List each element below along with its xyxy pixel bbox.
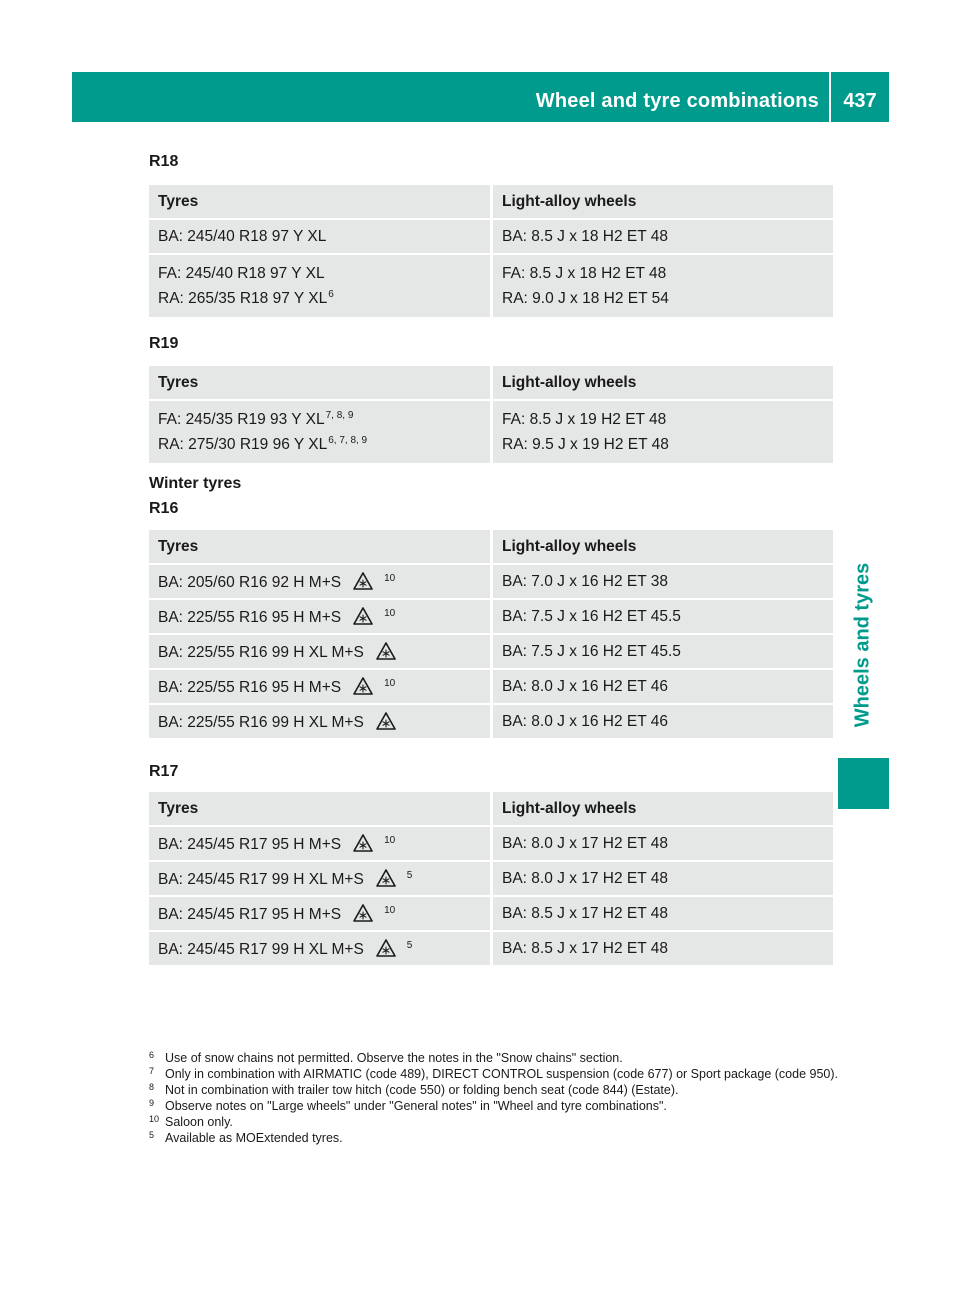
header-title: Wheel and tyre combinations (535, 90, 819, 112)
section-heading-r18: R18 (149, 153, 179, 170)
wheel-cell (493, 401, 833, 463)
footnote-ref: 10 (384, 677, 396, 689)
wheel-text: BA: 7.5 J x 16 H2 ET 45.5 (502, 642, 681, 660)
footnote-text: Saloon only. (165, 1115, 233, 1129)
footnote-ref: 10 (384, 607, 396, 619)
tyre-cell (149, 255, 493, 317)
table-row (149, 670, 833, 703)
col-header-wheels: Light-alloy wheels (493, 530, 833, 563)
tyre-text (158, 407, 481, 432)
snowflake-mountain-icon (353, 607, 373, 625)
col-header-tyres: Tyres (149, 366, 493, 399)
footnote-ref: 10 (384, 572, 396, 584)
table-row (149, 255, 833, 317)
wheel-text-ra: RA: 9.5 J x 19 H2 ET 48 (502, 436, 669, 453)
tyre-cell (149, 600, 493, 633)
tyre-text: BA: 245/40 R18 97 Y XL (158, 227, 327, 245)
footnote-ref: 6, 7, 8, 9 (328, 435, 368, 446)
tyre-text (158, 432, 481, 457)
tyre-text: BA: 225/55 R16 99 H XL M+S (158, 643, 364, 661)
table-header-row (149, 366, 833, 399)
wheel-text: BA: 8.5 J x 18 H2 ET 48 (502, 227, 668, 245)
footnote (149, 1114, 839, 1130)
footnote-number: 7 (149, 1066, 155, 1076)
footnote (149, 1066, 839, 1082)
wheel-cell (493, 705, 833, 738)
section-heading-r16: R16 (149, 500, 179, 517)
header-bar (72, 72, 889, 122)
wheel-cell (493, 635, 833, 668)
snowflake-mountain-icon (353, 904, 373, 922)
snowflake-mountain-icon (353, 834, 373, 852)
footnote-number: 9 (149, 1098, 155, 1108)
footnote-ref: 10 (384, 834, 396, 846)
tyre-cell (149, 705, 493, 738)
tyre-cell (149, 932, 493, 965)
tyre-cell (149, 897, 493, 930)
tyre-cell (149, 401, 493, 463)
footnote-ref: 6 (328, 289, 334, 300)
table-r19 (149, 364, 833, 465)
col-header-wheels: Light-alloy wheels (493, 792, 833, 825)
tyre-text-ra: RA: 275/30 R19 96 Y XL (158, 436, 328, 453)
footnote-number: 5 (149, 1130, 155, 1140)
tyre-cell (149, 635, 493, 668)
table-header-row (149, 185, 833, 218)
table-r16 (149, 528, 833, 740)
tyre-cell (149, 565, 493, 598)
table-row (149, 705, 833, 738)
wheel-cell (493, 565, 833, 598)
tyre-cell (149, 862, 493, 895)
table-row (149, 600, 833, 633)
footnote-number: 10 (149, 1114, 160, 1124)
footnote-text: Observe notes on "Large wheels" under "General notes" in "Wheel and tyre combinations". (165, 1099, 667, 1113)
tyre-text: BA: 225/55 R16 95 H M+S (158, 678, 342, 696)
footnote-text: Only in combination with AIRMATIC (code 489), DIRECT CONTROL suspension (code 677) or Sport package (code 950). (165, 1067, 838, 1081)
footnote (149, 1098, 839, 1114)
table-row (149, 635, 833, 668)
wheel-text: BA: 7.0 J x 16 H2 ET 38 (502, 572, 668, 590)
footnote (149, 1082, 839, 1098)
footnote-ref: 7, 8, 9 (325, 410, 354, 421)
tyre-text: BA: 245/45 R17 99 H XL M+S (158, 940, 364, 958)
col-header-tyres: Tyres (149, 185, 493, 218)
wheel-cell (493, 862, 833, 895)
side-tab-label: Wheels and tyres (851, 562, 874, 728)
wheel-text: BA: 8.5 J x 17 H2 ET 48 (502, 939, 668, 957)
table-row (149, 565, 833, 598)
footnote-ref: 5 (406, 939, 413, 951)
wheel-text: BA: 8.0 J x 16 H2 ET 46 (502, 712, 668, 730)
section-heading-winter: Winter tyres (149, 475, 242, 492)
tyre-text-ra: RA: 265/35 R18 97 Y XL (158, 290, 328, 307)
table-row (149, 932, 833, 965)
snowflake-mountain-icon (376, 939, 396, 957)
wheel-text-ra: RA: 9.0 J x 18 H2 ET 54 (502, 290, 669, 307)
table-row (149, 827, 833, 860)
snowflake-mountain-icon (376, 642, 396, 660)
footnote-ref: 5 (406, 869, 413, 881)
wheel-text: BA: 8.0 J x 17 H2 ET 48 (502, 869, 668, 887)
tyre-cell (149, 220, 493, 253)
tyre-text (158, 286, 481, 311)
table-r18 (149, 183, 833, 319)
wheel-cell (493, 827, 833, 860)
wheel-text: BA: 8.0 J x 16 H2 ET 46 (502, 677, 668, 695)
wheel-text: BA: 7.5 J x 16 H2 ET 45.5 (502, 607, 681, 625)
footnote-number: 6 (149, 1050, 155, 1060)
snowflake-mountain-icon (353, 677, 373, 695)
tyre-text-fa: FA: 245/40 R18 97 Y XL (158, 265, 325, 282)
wheel-cell (493, 670, 833, 703)
tyre-text: BA: 225/55 R16 99 H XL M+S (158, 713, 364, 731)
table-row (149, 401, 833, 463)
col-header-wheels: Light-alloy wheels (493, 185, 833, 218)
tyre-text: BA: 245/45 R17 95 H M+S (158, 835, 342, 853)
col-header-wheels: Light-alloy wheels (493, 366, 833, 399)
footnote-text: Available as MOExtended tyres. (165, 1131, 343, 1145)
footnote (149, 1130, 839, 1146)
wheel-text-fa: FA: 8.5 J x 18 H2 ET 48 (502, 265, 667, 282)
tyre-text (158, 261, 481, 286)
tyre-text: BA: 245/45 R17 99 H XL M+S (158, 870, 364, 888)
wheel-cell (493, 255, 833, 317)
snowflake-mountain-icon (376, 869, 396, 887)
footnote-text: Not in combination with trailer tow hitch (code 550) or folding bench seat (code 844) (Estate). (165, 1083, 679, 1097)
table-row (149, 862, 833, 895)
tyre-cell (149, 670, 493, 703)
wheel-cell (493, 897, 833, 930)
snowflake-mountain-icon (353, 572, 373, 590)
footnote (149, 1050, 839, 1066)
table-row (149, 897, 833, 930)
tyre-text: BA: 245/45 R17 95 H M+S (158, 905, 342, 923)
table-header-row (149, 530, 833, 563)
col-header-tyres: Tyres (149, 530, 493, 563)
header-divider (829, 72, 831, 122)
table-row (149, 220, 833, 253)
tyre-text: BA: 205/60 R16 92 H M+S (158, 573, 342, 591)
wheel-cell (493, 600, 833, 633)
snowflake-mountain-icon (376, 712, 396, 730)
col-header-tyres: Tyres (149, 792, 493, 825)
section-heading-r17: R17 (149, 763, 179, 780)
wheel-text: BA: 8.5 J x 17 H2 ET 48 (502, 904, 668, 922)
page-number: 437 (843, 90, 877, 112)
wheel-cell (493, 932, 833, 965)
tyre-text-fa: FA: 245/35 R19 93 Y XL (158, 411, 325, 428)
footnote-text: Use of snow chains not permitted. Observe the notes in the "Snow chains" section. (165, 1051, 623, 1065)
wheel-text-fa: FA: 8.5 J x 19 H2 ET 48 (502, 411, 667, 428)
tyre-cell (149, 827, 493, 860)
table-header-row (149, 792, 833, 825)
wheel-cell (493, 220, 833, 253)
table-r17 (149, 790, 833, 967)
footnote-number: 8 (149, 1082, 155, 1092)
side-tab (838, 540, 889, 750)
section-heading-r19: R19 (149, 335, 179, 352)
tyre-text: BA: 225/55 R16 95 H M+S (158, 608, 342, 626)
footnotes (149, 1050, 839, 1146)
wheel-text: BA: 8.0 J x 17 H2 ET 48 (502, 834, 668, 852)
side-tab-marker (838, 758, 889, 809)
footnote-ref: 10 (384, 904, 396, 916)
